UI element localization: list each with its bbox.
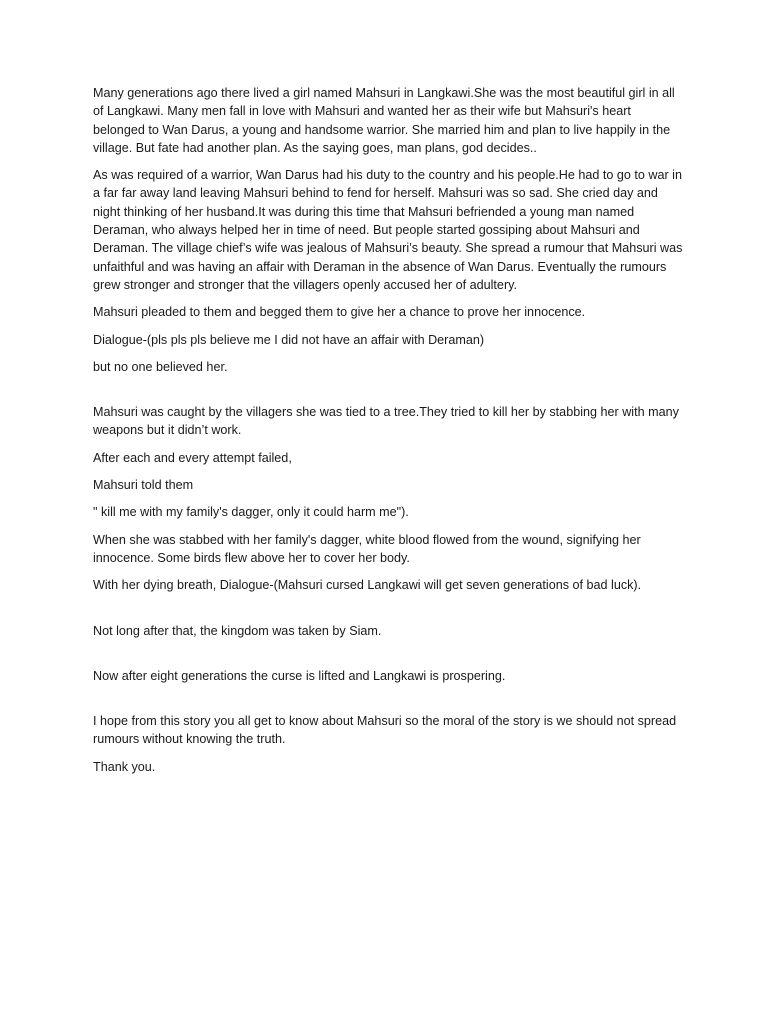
paragraph-white-blood: When she was stabbed with her family's dagger, white blood flowed from the wound, signifying her innocence. Some birds flew above her to cover her body.: [93, 532, 641, 565]
document-body: [93, 84, 683, 785]
paragraph-curse: With her dying breath, Dialogue-(Mahsuri cursed Langkawi will get seven generations of bad luck).: [93, 578, 642, 593]
paragraph-siam: Not long after that, the kingdom was taken by Siam.: [93, 623, 382, 638]
paragraph-told-them: Mahsuri told them: [93, 478, 194, 493]
paragraph-dagger-quote: " kill me with my family's dagger, only it could harm me").: [93, 505, 409, 520]
paragraph-attempts-failed: After each and every attempt failed,: [93, 450, 292, 465]
paragraph-no-belief: but no one believed her.: [93, 359, 228, 374]
paragraph-moral: I hope from this story you all get to know about Mahsuri so the moral of the story is we should not spread rumours without knowing the truth.: [93, 714, 677, 747]
paragraph-thank-you: Thank you.: [93, 759, 156, 774]
paragraph-caught: Mahsuri was caught by the villagers she was tied to a tree.They tried to kill her by stabbing her with many weapons but it didn’t work.: [93, 405, 679, 438]
paragraph-war: As was required of a warrior, Wan Darus had his duty to the country and his people.He had to go to war in a far far away land leaving Mahsuri behind to fend for herself. Mahsuri was so sad. She cried day and night thinking of her husband.It was during this time that Mahsuri befriended a young man named Deraman, who always helped her in time of need. But people started gossiping about Mahsuri and Deraman. The village chief’s wife was jealous of Mahsuri’s beauty. She spread a rumour that Mahsuri was unfaithful and was having an affair with Deraman in the absence of Wan Darus. Eventually the rumours grew stronger and stronger that the villagers openly accused her of adultery.: [93, 168, 683, 292]
paragraph-intro: Many generations ago there lived a girl named Mahsuri in Langkawi.She was the most beautiful girl in all of Langkawi. Many men fall in love with Mahsuri and wanted her as their wife but Mahsuri's heart belonged to Wan Darus, a young and handsome warrior. She married him and plan to live happily in the village. But fate had another plan. As the saying goes, man plans, god decides..: [93, 86, 675, 155]
paragraph-dialogue-plea: Dialogue-(pls pls pls believe me I did not have an affair with Deraman): [93, 332, 485, 347]
paragraph-plea: Mahsuri pleaded to them and begged them to give her a chance to prove her innocence.: [93, 305, 586, 320]
paragraph-curse-lifted: Now after eight generations the curse is lifted and Langkawi is prospering.: [93, 668, 506, 683]
